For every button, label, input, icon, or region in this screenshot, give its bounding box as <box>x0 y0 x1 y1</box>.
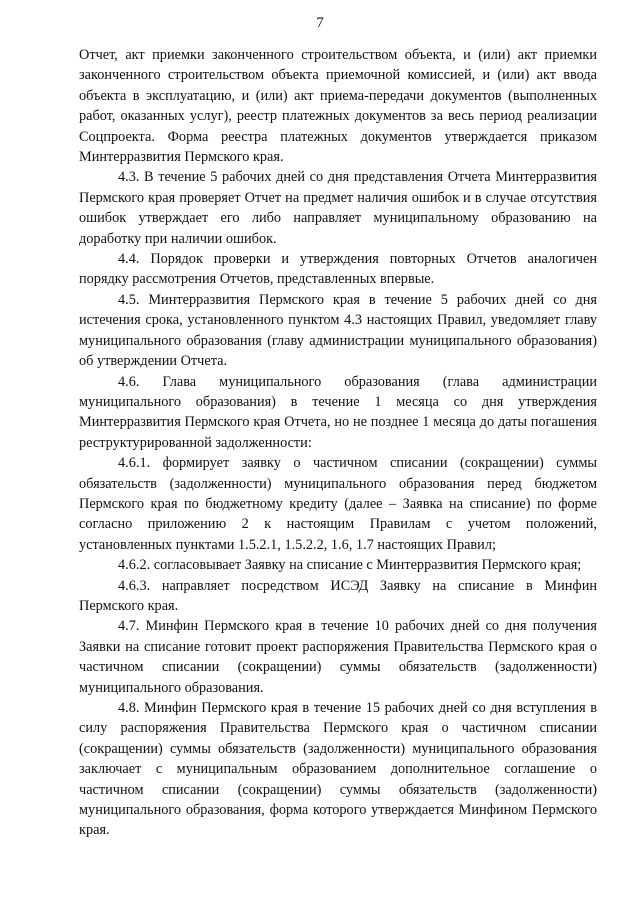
paragraph-4-6: 4.6. Глава муниципального образования (глава администрации муниципального образования) в течение 1 месяца со дня утверждения Минтерразвития Пермского края Отчета, но не позднее 1 месяца до даты погашения реструктурированной задолженности: <box>79 373 597 451</box>
paragraph-4-6-1: 4.6.1. формирует заявку о частичном списании (сокращении) суммы обязательств (задолженности) муниципального образования перед бюджетом Пермского края по бюджетному кредиту (далее – Заявка на списание) по форме согласно приложению 2 к настоящим Правилам с учетом положений, установленных пунктами 1.5.2.1, 1.5.2.2, 1.6, 1.7 настоящих Правил; <box>79 455 597 553</box>
document-body <box>79 45 597 841</box>
paragraph-4-6-2: 4.6.2. согласовывает Заявку на списание с Минтерразвития Пермского края; <box>118 557 582 574</box>
paragraph-4-6-3: 4.6.3. направляет посредством ИСЭД Заявку на списание в Минфин Пермского края. <box>79 577 597 614</box>
paragraph-4-3: 4.3. В течение 5 рабочих дней со дня представления Отчета Минтерразвития Пермского края проверяет Отчет на предмет наличия ошибок и в случае отсутствия ошибок утверждает его либо направляет муниципальному образованию на доработку при наличии ошибок. <box>79 169 597 247</box>
paragraph-4-4: 4.4. Порядок проверки и утверждения повторных Отчетов аналогичен порядку рассмотрения Отчетов, представленных впервые. <box>79 251 597 288</box>
paragraph-4-8: 4.8. Минфин Пермского края в течение 15 рабочих дней со дня вступления в силу распоряжения Правительства Пермского края о частичном списании (сокращении) суммы обязательств (задолженности) муниципального образования заключает с муниципальным образованием дополнительное соглашение о частичном списании (сокращении) суммы обязательств (задолженности) муниципального образования, форма которого утверждается Минфином Пермского края. <box>79 700 597 839</box>
paragraph-4-7: 4.7. Минфин Пермского края в течение 10 рабочих дней со дня получения Заявки на списание готовит проект распоряжения Правительства Пермского края о частичном списании (сокращении) суммы обязательств (задолженности) муниципального образования. <box>79 618 597 696</box>
page-number: 7 <box>316 15 324 31</box>
paragraph-report-continuation: Отчет, акт приемки законченного строительством объекта, и (или) акт приемки законченного строительством объекта приемочной комиссией, и (или) акт ввода объекта в эксплуатацию, и (или) акт приема-передачи документов (выполненных работ, оказанных услуг), реестр платежных документов за весь период реализации Соцпроекта. Форма реестра платежных документов утверждается приказом Минтерразвития Пермского края. <box>79 47 597 166</box>
paragraph-4-5: 4.5. Минтерразвития Пермского края в течение 5 рабочих дней со дня истечения срока, установленного пунктом 4.3 настоящих Правил, уведомляет главу муниципального образования (главу администрации муниципального образования) об утверждении Отчета. <box>79 291 597 370</box>
